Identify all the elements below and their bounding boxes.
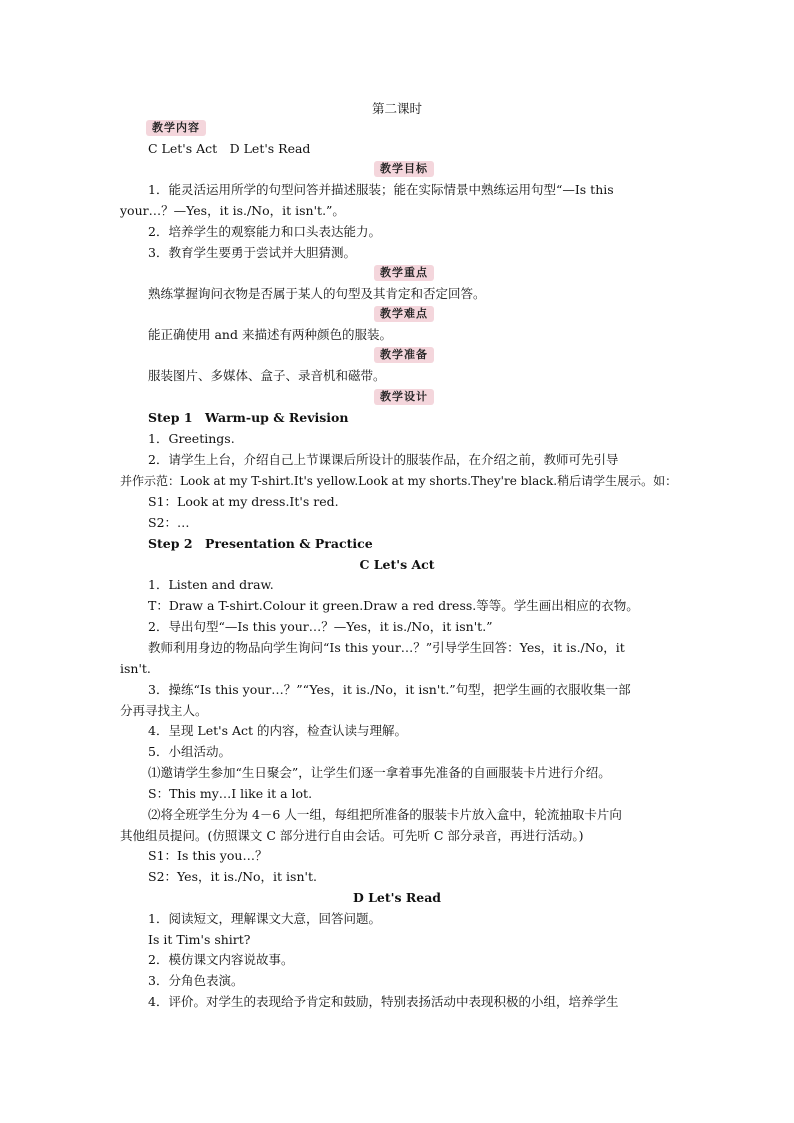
- step2-line: 3．分角色表演。: [148, 973, 244, 988]
- step2-line: 其他组员提问。(仿照课文 C 部分进行自由会话。可先听 C 部分录音，再进行活动。): [120, 828, 584, 843]
- step2-line: S1：Is this you…？: [148, 848, 268, 863]
- badge-design: 教学设计: [374, 389, 434, 405]
- badge-content: 教学内容: [146, 120, 206, 136]
- step1-line: S1：Look at my dress.It's red.: [148, 494, 339, 509]
- badge-objectives: 教学目标: [374, 161, 434, 177]
- step2-line: Is it Tim's shirt?: [148, 932, 251, 947]
- step1-line: S2：…: [148, 515, 190, 530]
- step2-line: 5．小组活动。: [148, 744, 231, 759]
- badge-preparation: 教学准备: [374, 347, 434, 363]
- step2-title: Step 2 Presentation & Practice: [148, 536, 373, 551]
- objective-line: your…？—Yes，it is./No，it isn't.”。: [120, 203, 345, 218]
- badge-key-points: 教学重点: [374, 265, 434, 281]
- step1-line: 1．Greetings.: [148, 431, 235, 446]
- step1-line: 并作示范：Look at my T-shirt.It's yellow.Look at my shorts.They're black.稍后请学生展示。如：: [120, 474, 678, 488]
- content-text: C Let's Act D Let's Read: [148, 141, 311, 156]
- objective-line: 3．教育学生要勇于尝试并大胆猜测。: [148, 245, 356, 260]
- step2-line: 4．评价。对学生的表现给予肯定和鼓励，特别表扬活动中表现积极的小组，培养学生: [148, 994, 619, 1009]
- step1-title: Step 1 Warm-up & Revision: [148, 410, 349, 425]
- step1-line: 2．请学生上台，介绍自己上节课课后所设计的服装作品，在介绍之前，教师可先引导: [148, 452, 619, 467]
- step2-line: ⑵将全班学生分为 4－6 人一组，每组把所准备的服装卡片放入盒中，轮流抽取卡片向: [148, 807, 622, 822]
- objective-line: 1．能灵活运用所学的句型问答并描述服装；能在实际情景中熟练运用句型“—Is this: [148, 182, 614, 197]
- key-points-text: 熟练掌握询问衣物是否属于某人的句型及其肯定和否定回答。: [148, 286, 486, 301]
- preparation-text: 服装图片、多媒体、盒子、录音机和磁带。: [148, 368, 386, 383]
- step2-line: 3．操练“Is this your…？”“Yes，it is./No，it isn't.”句型，把学生画的衣服收集一部: [148, 682, 631, 697]
- step2-line: 2．模仿课文内容说故事。: [148, 952, 294, 967]
- step2-line: ⑴邀请学生参加“生日聚会”，让学生们逐一拿着事先准备的自画服装卡片进行介绍。: [148, 765, 611, 780]
- step2-line: S：This my…I like it a lot.: [148, 786, 313, 801]
- objective-line: 2．培养学生的观察能力和口头表达能力。: [148, 224, 381, 239]
- step2-line: T：Draw a T-shirt.Colour it green.Draw a red dress.等等。学生画出相应的衣物。: [148, 598, 639, 613]
- step2-line: 1．Listen and draw.: [148, 577, 274, 592]
- step2-line: 分再寻找主人。: [120, 703, 208, 718]
- difficulties-text: 能正确使用 and 来描述有两种颜色的服装。: [148, 327, 392, 342]
- badge-difficulties: 教学难点: [374, 306, 434, 322]
- step2-line: isn't.: [120, 661, 151, 676]
- step2-line: 2．导出句型“—Is this your…？—Yes，it is./No，it isn't.”: [148, 619, 493, 634]
- section-d-title: D Let's Read: [352, 890, 442, 905]
- step2-line: 4．呈现 Let's Act 的内容，检查认读与理解。: [148, 723, 407, 738]
- section-c-title: C Let's Act: [359, 557, 435, 572]
- step2-line: 教师利用身边的物品向学生询问“Is this your…？”引导学生回答：Yes，it is./No，it: [148, 640, 625, 655]
- step2-line: 1．阅读短文，理解课文大意，回答问题。: [148, 911, 381, 926]
- lesson-title: 第二课时: [371, 101, 422, 116]
- step2-line: S2：Yes，it is./No，it isn't.: [148, 869, 317, 884]
